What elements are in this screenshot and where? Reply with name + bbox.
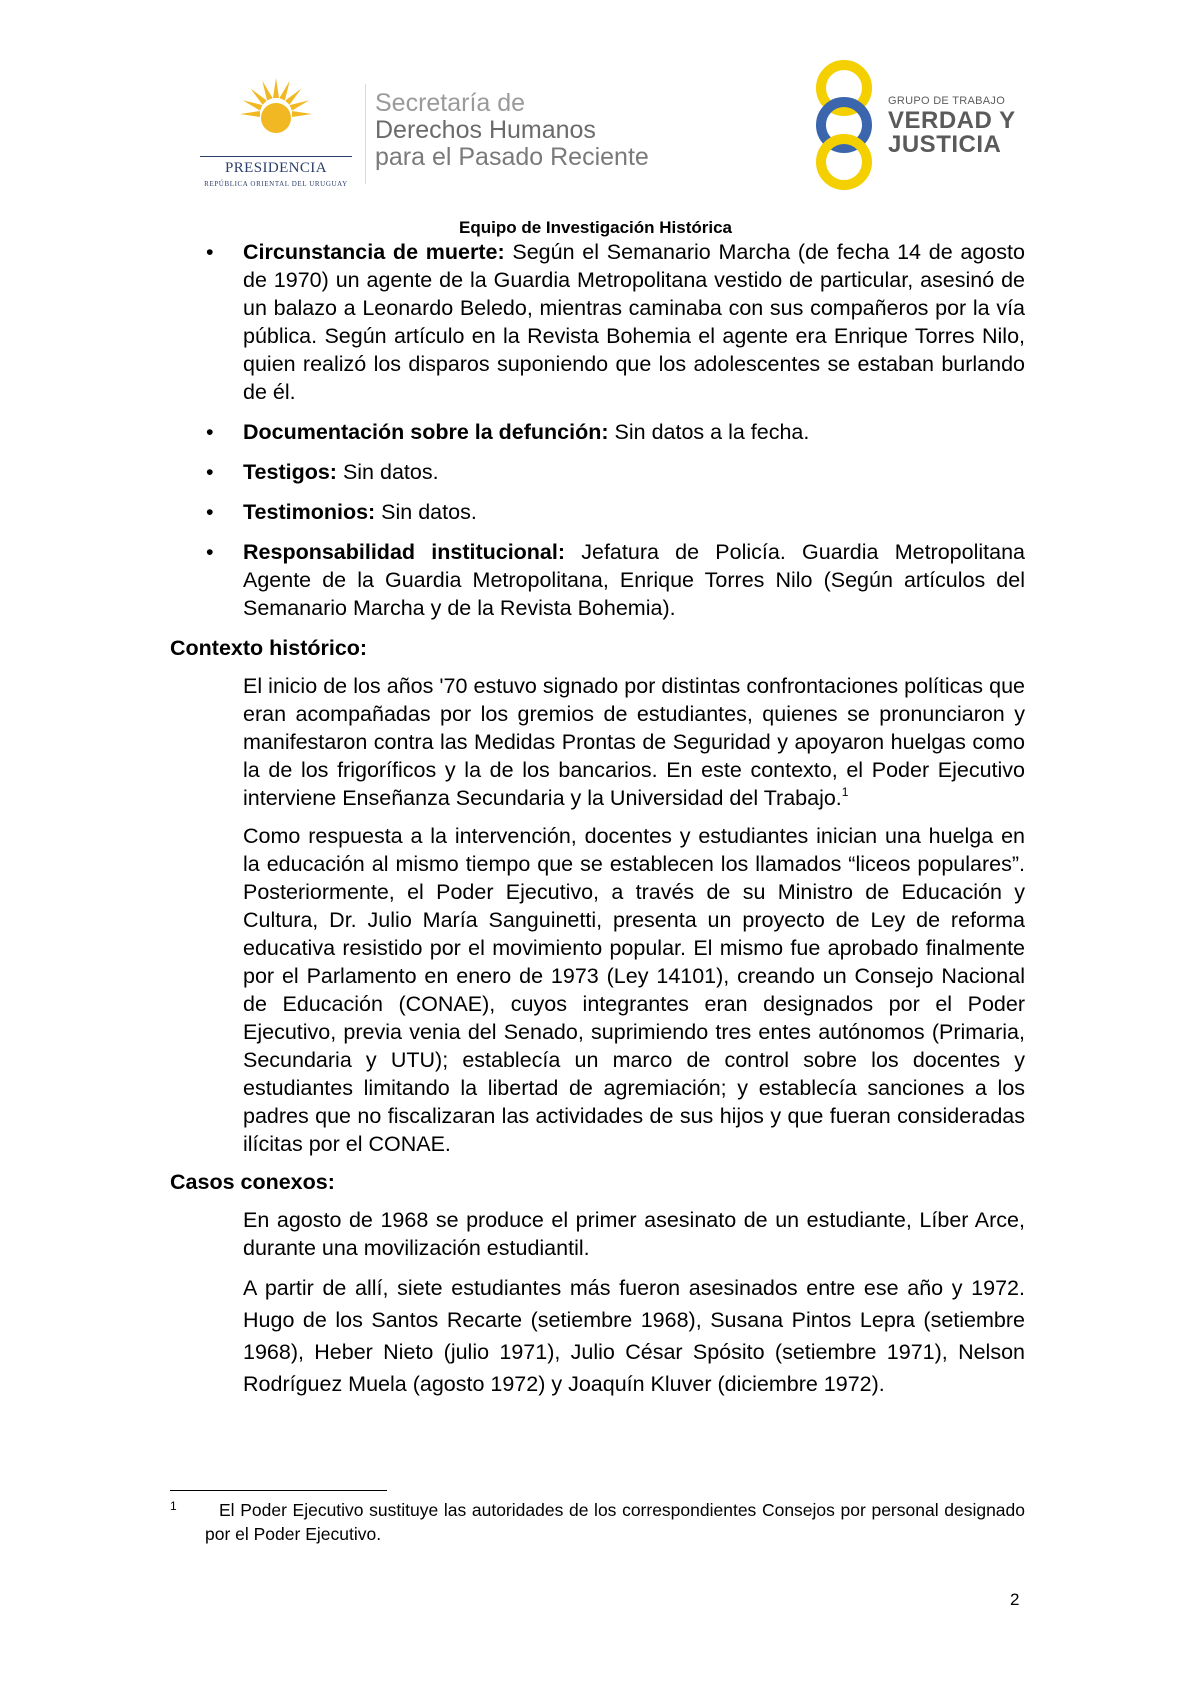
bullet-label: Documentación sobre la defunción: [243, 420, 609, 444]
bullet-marker: • [206, 420, 214, 444]
section-heading-contexto: Contexto histórico: [170, 636, 368, 660]
bullet-marker: • [206, 240, 214, 264]
bullet-marker: • [206, 500, 214, 524]
presidencia-name: PRESIDENCIA [225, 160, 327, 176]
contexto-paragraph-1 [170, 672, 1025, 812]
footnote-text: El Poder Ejecutivo sustituye las autoridades de los correspondientes Consejos por personal designado por el Poder Ejecutivo. [205, 1500, 1025, 1544]
linked-rings-icon [808, 60, 884, 190]
bullet-text: Jefatura de Policía. Guardia Metropolitana Agente de la Guardia Metropolitana, Enrique Torres Nilo (Según artículos del Semanario Marcha y de la Revista Bohemia). [243, 540, 1025, 620]
team-title: Equipo de Investigación Histórica [459, 218, 732, 237]
bullet-marker: • [206, 460, 214, 484]
presidencia-rule [200, 156, 352, 157]
bullet-label: Testimonios: [243, 500, 376, 524]
verdad-justicia-logo [808, 60, 1048, 190]
secretaria-line-1: Secretaría de [375, 89, 526, 117]
footnote-separator [170, 1490, 387, 1491]
sun-emblem-icon [240, 78, 312, 150]
presidencia-logo [196, 78, 356, 190]
bullet-label: Circunstancia de muerte: [243, 240, 505, 264]
header-divider [365, 84, 366, 184]
presidencia-subtitle: REPÚBLICA ORIENTAL DEL URUGUAY [204, 180, 348, 188]
section-heading-casos: Casos conexos: [170, 1170, 335, 1194]
contexto-paragraph-2: Como respuesta a la intervención, docentes y estudiantes inician una huelga en la educación al mismo tiempo que se establecen los llamados “liceos populares”. Posteriormente, el Poder Ejecutivo, a través de su Ministro de Educación y Cultura, Dr. Julio María Sanguinetti, presenta un proyecto de Ley de reforma educativa resistido por el movimiento popular. El mismo fue aprobado finalmente por el Parlamento en enero de 1973 (Ley 14101), creando un Consejo Nacional de Educación (CONAE), cuyos integrantes eran designados por el Poder Ejecutivo, previa venia del Senado, suprimiendo tres entes autónomos (Primaria, Secundaria y UTU); establecía un marco de control sobre los docentes y estudiantes limitando la libertad de agremiación; y establecía sanciones a los padres que no fiscalizaran las actividades de sus hijos y que fueran consideradas ilícitas por el CONAE. [243, 824, 1025, 1156]
bullet-label: Responsabilidad institucional: [243, 540, 566, 564]
secretaria-title [375, 90, 649, 171]
casos-paragraph-2: A partir de allí, siete estudiantes más fueron asesinados entre ese año y 1972. Hugo de los Santos Recarte (setiembre 1968), Susana Pintos Lepra (setiembre 1968), Heber Nieto (julio 1971), Julio César Spósito (setiembre 1971), Nelson Rodríguez Muela (agosto 1972) y Joaquín Kluver (diciembre 1972). [243, 1276, 1025, 1396]
gtvj-subtitle: GRUPO DE TRABAJO [888, 95, 1006, 107]
footnote-ref[interactable]: 1 [841, 785, 849, 799]
secretaria-line-2: Derechos Humanos [375, 116, 596, 144]
bullet-testigos [170, 458, 1025, 486]
casos-paragraph-1: En agosto de 1968 se produce el primer asesinato de un estudiante, Líber Arce, durante una movilización estudiantil. [243, 1208, 1025, 1260]
bullet-testimonios [170, 498, 1025, 526]
bullet-marker: • [206, 540, 214, 564]
gtvj-line-2: JUSTICIA [888, 131, 1002, 158]
footnote-number: 1 [170, 1499, 177, 1513]
letterhead [0, 60, 1191, 200]
bullet-responsabilidad [170, 538, 1025, 622]
secretaria-line-3: para el Pasado Reciente [375, 143, 649, 171]
bullet-circunstancia [170, 238, 1025, 406]
gtvj-line-1: VERDAD Y [888, 107, 1016, 134]
bullet-text: Sin datos a la fecha. [608, 420, 810, 444]
footnote [170, 1498, 1025, 1546]
bullet-label: Testigos: [243, 460, 337, 484]
bullet-text: Sin datos. [375, 500, 477, 524]
bullet-text: Según el Semanario Marcha (de fecha 14 de agosto de 1970) un agente de la Guardia Metropolitana vestido de particular, asesinó de un balazo a Leonardo Beledo, mientras caminaba con sus compañeros por la vía pública. Según artículo en la Revista Bohemia el agente era Enrique Torres Nilo, quien realizó los disparos suponiendo que los adolescentes se estaban burlando de él. [243, 240, 1025, 404]
paragraph-text: El inicio de los años '70 estuvo signado por distintas confrontaciones políticas que eran acompañadas por los gremios de estudiantes, quienes se pronunciaron y manifestaron contra las Medidas Prontas de Seguridad y apoyaron huelgas como la de los frigoríficos y la de los bancarios. En este contexto, el Poder Ejecutivo interviene Enseñanza Secundaria y la Universidad del Trabajo. [243, 674, 1025, 810]
bullet-documentacion [170, 418, 1025, 446]
bullet-text: Sin datos. [336, 460, 439, 484]
document-body [170, 238, 1025, 1404]
gtvj-title [888, 109, 1016, 157]
page-number: 2 [1010, 1590, 1020, 1609]
